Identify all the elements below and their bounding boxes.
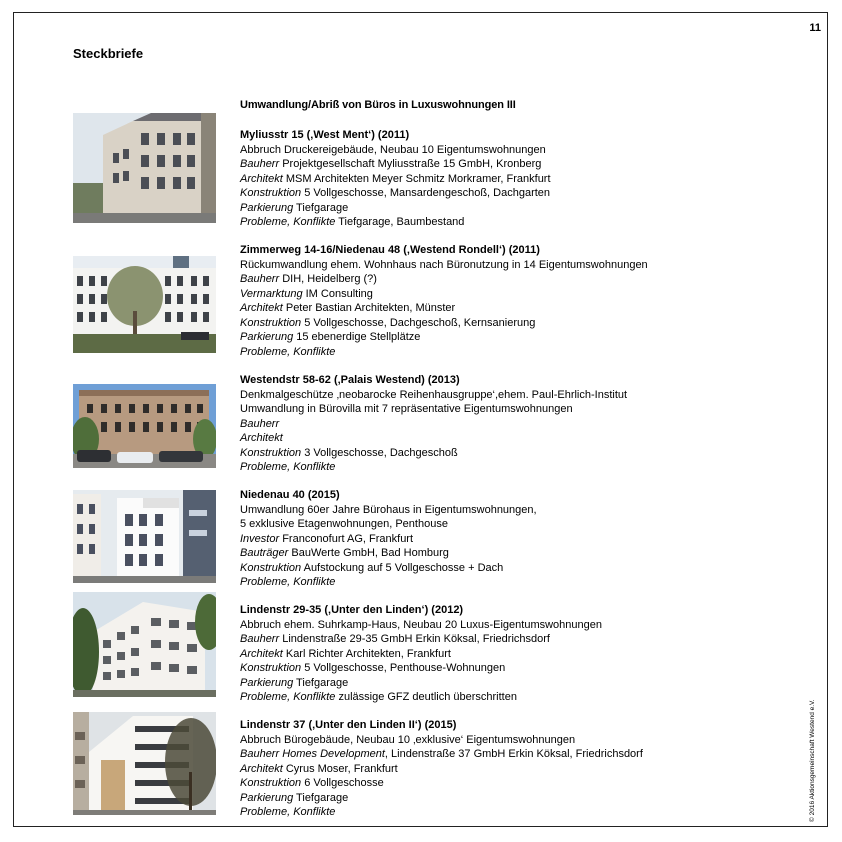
entry-title: Lindenstr 29-35 (‚Unter den Linden‘) (2012) <box>240 604 464 616</box>
entry-line <box>240 301 800 316</box>
field-label: Konstruktion <box>240 662 302 674</box>
field-label: Architekt <box>240 302 283 314</box>
field-value: Projektgesellschaft Myliusstraße 15 GmbH, Kronberg <box>279 158 542 170</box>
entry-line <box>240 330 800 345</box>
field-value: 5 exklusive Etagenwohnungen, Penthouse <box>240 518 448 530</box>
entry-line <box>240 186 800 201</box>
field-value: BauWerte GmbH, Bad Homburg <box>288 547 449 559</box>
field-value: Tiefgarage <box>293 201 349 214</box>
entry-line <box>240 733 800 748</box>
entry-line <box>240 157 800 172</box>
entry-line <box>240 316 800 331</box>
entry-line <box>240 172 800 187</box>
field-label: Parkierung <box>240 331 294 343</box>
entry-line <box>240 215 800 230</box>
entry-line <box>240 618 800 633</box>
field-label: Architekt <box>240 762 283 775</box>
entry-line <box>240 632 800 647</box>
entry-line <box>240 661 800 676</box>
entry-line <box>240 431 800 446</box>
entry-text <box>240 373 800 475</box>
field-label: Bauherr <box>240 273 280 285</box>
field-label: Architekt <box>240 647 283 660</box>
field-label: Parkierung <box>240 201 294 214</box>
field-value: Peter Bastian Architekten, Münster <box>282 302 456 314</box>
entry-line <box>240 690 800 705</box>
building-photo <box>73 712 216 815</box>
field-label: Bauherr Homes Development <box>240 748 385 760</box>
entry-line <box>240 561 800 576</box>
entry-line <box>240 532 800 547</box>
entry-line <box>240 575 800 590</box>
page-title: Steckbriefe <box>73 46 144 61</box>
entry-line <box>240 143 800 158</box>
field-value: Aufstockung auf 5 Vollgeschosse + Dach <box>301 561 504 574</box>
field-value: Franconofurt AG, Frankfurt <box>279 532 414 545</box>
entry-line <box>240 805 800 820</box>
entry-line <box>240 402 800 417</box>
entry-title: Lindenstr 37 (‚Unter den Linden II‘) (2015) <box>240 719 457 731</box>
field-value: 15 ebenerdige Stellplätze <box>293 331 421 343</box>
field-label: Konstruktion <box>240 187 302 199</box>
field-value: 5 Vollgeschosse, Mansardengeschoß, Dachgarten <box>301 187 551 199</box>
field-value: Abbruch Bürogebäude, Neubau 10 ‚exklusive‘ Eigentumswohnungen <box>240 733 576 746</box>
field-value: IM Consulting <box>302 287 373 300</box>
entry-line <box>240 345 800 360</box>
field-label: Bauherr <box>240 417 280 430</box>
field-label: Investor <box>240 532 280 545</box>
entry-text <box>240 488 800 590</box>
field-value: DIH, Heidelberg (?) <box>279 273 377 285</box>
field-value: 6 Vollgeschosse <box>301 777 384 789</box>
field-value: Karl Richter Architekten, Frankfurt <box>282 647 451 660</box>
field-label: Konstruktion <box>240 777 302 789</box>
entry-line <box>240 791 800 806</box>
field-value: Rückumwandlung ehem. Wohnhaus nach Büronutzung in 14 Eigentumswohnungen <box>240 258 648 271</box>
entry-line <box>240 546 800 561</box>
field-label: Konstruktion <box>240 316 302 329</box>
field-value: Denkmalgeschütze ‚neobarocke Reihenhausgruppe‘,ehem. Paul-Ehrlich-Institut <box>240 388 628 401</box>
field-label: Konstruktion <box>240 561 302 574</box>
field-value: Abbruch ehem. Suhrkamp-Haus, Neubau 20 Luxus-Eigentumswohnungen <box>240 618 602 631</box>
entry-line <box>240 647 800 662</box>
entry-line <box>240 762 800 777</box>
field-value: Umwandlung in Bürovilla mit 7 repräsentative Eigentumswohnungen <box>240 403 573 415</box>
entry-title: Zimmerweg 14-16/Niedenau 48 (‚Westend Rondell‘) (2011) <box>240 244 540 256</box>
entry-text <box>240 718 800 820</box>
entry-title: Westendstr 58-62 (‚Palais Westend) (2013) <box>240 374 460 386</box>
entry-title: Niedenau 40 (2015) <box>240 489 340 501</box>
entry-text <box>240 128 800 230</box>
field-value: Umwandlung 60er Jahre Bürohaus in Eigentumswohnungen, <box>240 503 537 516</box>
field-label: Parkierung <box>240 791 294 804</box>
entry-line <box>240 388 800 403</box>
field-value: Lindenstraße 29-35 GmbH Erkin Köksal, Friedrichsdorf <box>279 633 550 645</box>
entry-line <box>240 747 800 762</box>
field-label: Vermarktung <box>240 287 303 300</box>
field-value: zulässige GFZ deutlich überschritten <box>335 691 517 703</box>
field-label: Konstruktion <box>240 446 302 459</box>
field-value: Tiefgarage, Baumbestand <box>335 216 465 228</box>
entry-line <box>240 201 800 216</box>
entry-line <box>240 272 800 287</box>
field-value: Tiefgarage <box>293 791 349 804</box>
building-photo <box>73 384 216 468</box>
entry-line <box>240 460 800 475</box>
entry-line <box>240 776 800 791</box>
field-value: MSM Architekten Meyer Schmitz Morkramer, Frankfurt <box>282 172 551 185</box>
field-value: 5 Vollgeschosse, Dachgeschoß, Kernsanierung <box>301 316 536 329</box>
entry-line <box>240 446 800 461</box>
building-photo <box>73 490 216 583</box>
field-value: 5 Vollgeschosse, Penthouse-Wohnungen <box>301 662 506 674</box>
field-label: Bauherr <box>240 158 280 170</box>
entry-line <box>240 287 800 302</box>
entry-title: Myliusstr 15 (‚West Ment‘) (2011) <box>240 129 410 141</box>
entry-text <box>240 603 800 705</box>
field-label: Probleme, Konflikte <box>240 461 336 473</box>
entry-line <box>240 676 800 691</box>
building-photo <box>73 256 216 353</box>
building-photo <box>73 113 216 223</box>
section-title: Umwandlung/Abriß von Büros in Luxuswohnungen III <box>240 99 516 111</box>
field-value: 3 Vollgeschosse, Dachgeschoß <box>301 446 458 459</box>
field-label: Bauherr <box>240 633 280 645</box>
field-label: Architekt <box>240 432 283 444</box>
field-label: Probleme, Konflikte <box>240 216 336 228</box>
building-photo <box>73 592 216 697</box>
entry-line <box>240 503 800 518</box>
field-value: Cyrus Moser, Frankfurt <box>282 762 398 775</box>
field-value: Abbruch Druckereigebäude, Neubau 10 Eigentumswohnungen <box>240 143 546 156</box>
entry-text <box>240 243 800 359</box>
page-number: 11 <box>809 22 821 34</box>
field-label: Probleme, Konflikte <box>240 806 336 818</box>
field-value: , Lindenstraße 37 GmbH Erkin Köksal, Friedrichsdorf <box>384 748 643 760</box>
entry-line <box>240 258 800 273</box>
field-label: Probleme, Konflikte <box>240 345 336 358</box>
entry-line <box>240 417 800 432</box>
field-label: Bauträger <box>240 547 289 559</box>
entry-line <box>240 517 800 532</box>
copyright-note: © 2016 Aktionsgemeinschaft Westend e.V. <box>809 699 816 822</box>
field-label: Parkierung <box>240 676 294 689</box>
field-label: Probleme, Konflikte <box>240 691 336 703</box>
field-label: Probleme, Konflikte <box>240 576 336 588</box>
field-value: Tiefgarage <box>293 676 349 689</box>
field-label: Architekt <box>240 172 283 185</box>
